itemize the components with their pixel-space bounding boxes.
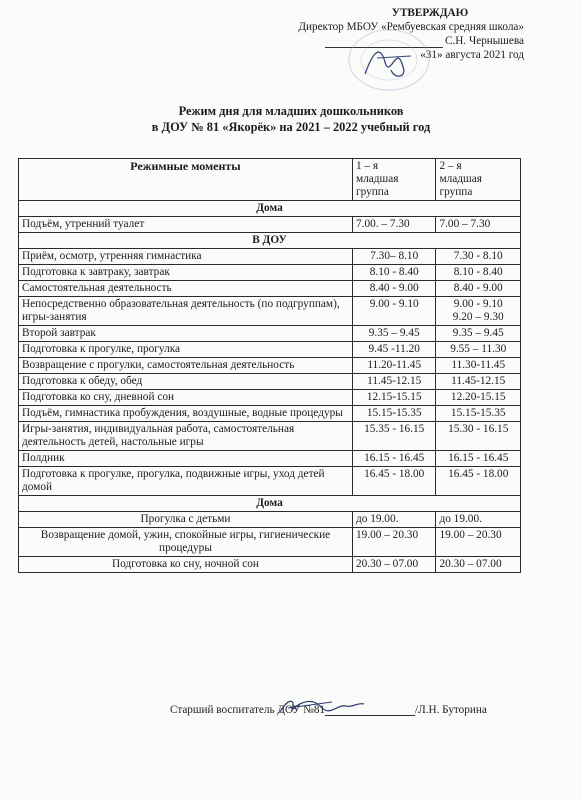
row-time-group-2: 11.45-12.15	[436, 374, 521, 390]
section-row-home	[19, 201, 521, 217]
row-time-group-1: 15.35 - 16.15	[352, 422, 435, 451]
table-row	[19, 358, 521, 374]
row-activity: Подготовка к завтраку, завтрак	[19, 265, 353, 281]
table-row	[19, 406, 521, 422]
row-activity: Подготовка к прогулке, прогулка	[19, 342, 353, 358]
row-time-group-2: 7.00 – 7.30	[436, 217, 521, 233]
row-activity: Возвращение домой, ужин, спокойные игры, гигиенические процедуры	[19, 528, 353, 557]
section-label: В ДОУ	[19, 233, 521, 249]
row-activity: Непосредственно образовательная деятельность (по подгруппам), игры-занятия	[19, 297, 353, 326]
director-name: С.Н. Чернышева	[445, 35, 524, 47]
row-activity: Подъём, гимнастика пробуждения, воздушные, водные процедуры	[19, 406, 353, 422]
header-group-1-line: 1 – я	[355, 160, 379, 172]
row-time-group-2: 15.30 - 16.15	[436, 422, 521, 451]
row-time-group-2: 16.15 - 16.45	[436, 451, 521, 467]
row-time-group-1: до 19.00.	[352, 512, 435, 528]
row-time-group-2: 8.40 - 9.00	[436, 281, 521, 297]
section-label: Дома	[19, 496, 521, 512]
header-group-2-line: младшая	[439, 173, 482, 185]
row-time-group-2: 11.30-11.45	[436, 358, 521, 374]
table-row	[19, 451, 521, 467]
table-row	[19, 217, 521, 233]
row-time-group-1: 8.10 - 8.40	[352, 265, 435, 281]
row-activity: Подготовка ко сну, дневной сон	[19, 390, 353, 406]
row-time-group-2: 9.35 – 9.45	[436, 326, 521, 342]
table-row	[19, 297, 521, 326]
row-time-group-2: 19.00 – 20.30	[436, 528, 521, 557]
row-time-group-1: 9.45 -11.20	[352, 342, 435, 358]
row-time-group-2-first: 9.00 - 9.10	[453, 298, 503, 310]
header-group-1	[352, 159, 435, 201]
row-time-group-1: 9.00 - 9.10	[352, 297, 435, 326]
director-position: Директор МБОУ «Рембуевская средняя школа»	[298, 21, 524, 33]
header-group-1-line: группа	[355, 186, 389, 198]
director-signature-stamp-image	[325, 22, 437, 92]
row-activity: Подъём, утренний туалет	[19, 217, 353, 233]
row-time-group-2: 20.30 – 07.00	[436, 557, 521, 573]
header-group-2-line: 2 – я	[439, 160, 462, 172]
row-time-group-1: 12.15-15.15	[352, 390, 435, 406]
row-time-group-2-second: 9.20 – 9.30	[452, 311, 504, 323]
table-row	[19, 557, 521, 573]
row-time-group-1: 9.35 – 9.45	[352, 326, 435, 342]
row-activity: Игры-занятия, индивидуальная работа, самостоятельная деятельность детей, настольные игры	[19, 422, 353, 451]
row-time-group-2: 15.15-15.35	[436, 406, 521, 422]
row-time-group-2: 9.55 – 11.30	[436, 342, 521, 358]
table-row	[19, 265, 521, 281]
row-activity: Возвращение с прогулки, самостоятельная деятельность	[19, 358, 353, 374]
table-row	[19, 281, 521, 297]
approval-date: «31» августа 2021 год	[420, 49, 524, 61]
row-time-group-2: 7.30 - 8.10	[436, 249, 521, 265]
row-time-group-2: 16.45 - 18.00	[436, 467, 521, 496]
table-row	[19, 422, 521, 451]
section-row-home	[19, 496, 521, 512]
section-row-dou	[19, 233, 521, 249]
table-header-row	[19, 159, 521, 201]
row-time-group-1: 8.40 - 9.00	[352, 281, 435, 297]
row-time-group-1: 15.15-15.35	[352, 406, 435, 422]
row-time-group-1: 11.20-11.45	[352, 358, 435, 374]
table-row	[19, 326, 521, 342]
row-time-group-1: 16.45 - 18.00	[352, 467, 435, 496]
table-row	[19, 467, 521, 496]
row-activity: Подготовка к обеду, обед	[19, 374, 353, 390]
row-activity: Подготовка ко сну, ночной сон	[19, 557, 353, 573]
header-regime: Режимные моменты	[19, 159, 353, 201]
row-time-group-1: 19.00 – 20.30	[352, 528, 435, 557]
section-label: Дома	[19, 201, 521, 217]
row-activity: Второй завтрак	[19, 326, 353, 342]
row-time-group-1: 16.15 - 16.45	[352, 451, 435, 467]
schedule-table	[18, 158, 521, 573]
table-row	[19, 528, 521, 557]
row-time-group-2: 12.20-15.15	[436, 390, 521, 406]
row-activity: Самостоятельная деятельность	[19, 281, 353, 297]
row-time-group-2: до 19.00.	[436, 512, 521, 528]
row-activity: Полдник	[19, 451, 353, 467]
table-row	[19, 512, 521, 528]
title-line-1: Режим дня для младших дошкольников	[178, 104, 404, 118]
table-row	[19, 342, 521, 358]
row-activity: Приём, осмотр, утренняя гимнастика	[19, 249, 353, 265]
footer-role: Старший воспитатель ДОУ №81	[170, 704, 326, 716]
document-title	[0, 103, 582, 135]
approval-heading: УТВЕРЖДАЮ	[391, 7, 469, 19]
table-row	[19, 390, 521, 406]
row-time-group-2: 8.10 - 8.40	[436, 265, 521, 281]
header-group-2-line: группа	[439, 186, 473, 198]
row-activity: Прогулка с детьми	[19, 512, 353, 528]
row-time-group-1: 20.30 – 07.00	[352, 557, 435, 573]
table-row	[19, 374, 521, 390]
header-group-1-line: младшая	[355, 173, 399, 185]
handwritten-signature-image	[262, 694, 380, 722]
row-activity: Подготовка к прогулке, прогулка, подвижные игры, уход детей домой	[19, 467, 353, 496]
table-row	[19, 249, 521, 265]
header-group-2	[436, 159, 521, 201]
row-time-group-1: 11.45-12.15	[352, 374, 435, 390]
row-time-group-1: 7.00. – 7.30	[352, 217, 435, 233]
row-time-group-2	[436, 297, 521, 326]
footer-name: /Л.Н. Буторина	[415, 704, 487, 716]
row-time-group-1: 7.30– 8.10	[352, 249, 435, 265]
title-line-2: в ДОУ № 81 «Якорёк» на 2021 – 2022 учебный год	[151, 120, 431, 134]
